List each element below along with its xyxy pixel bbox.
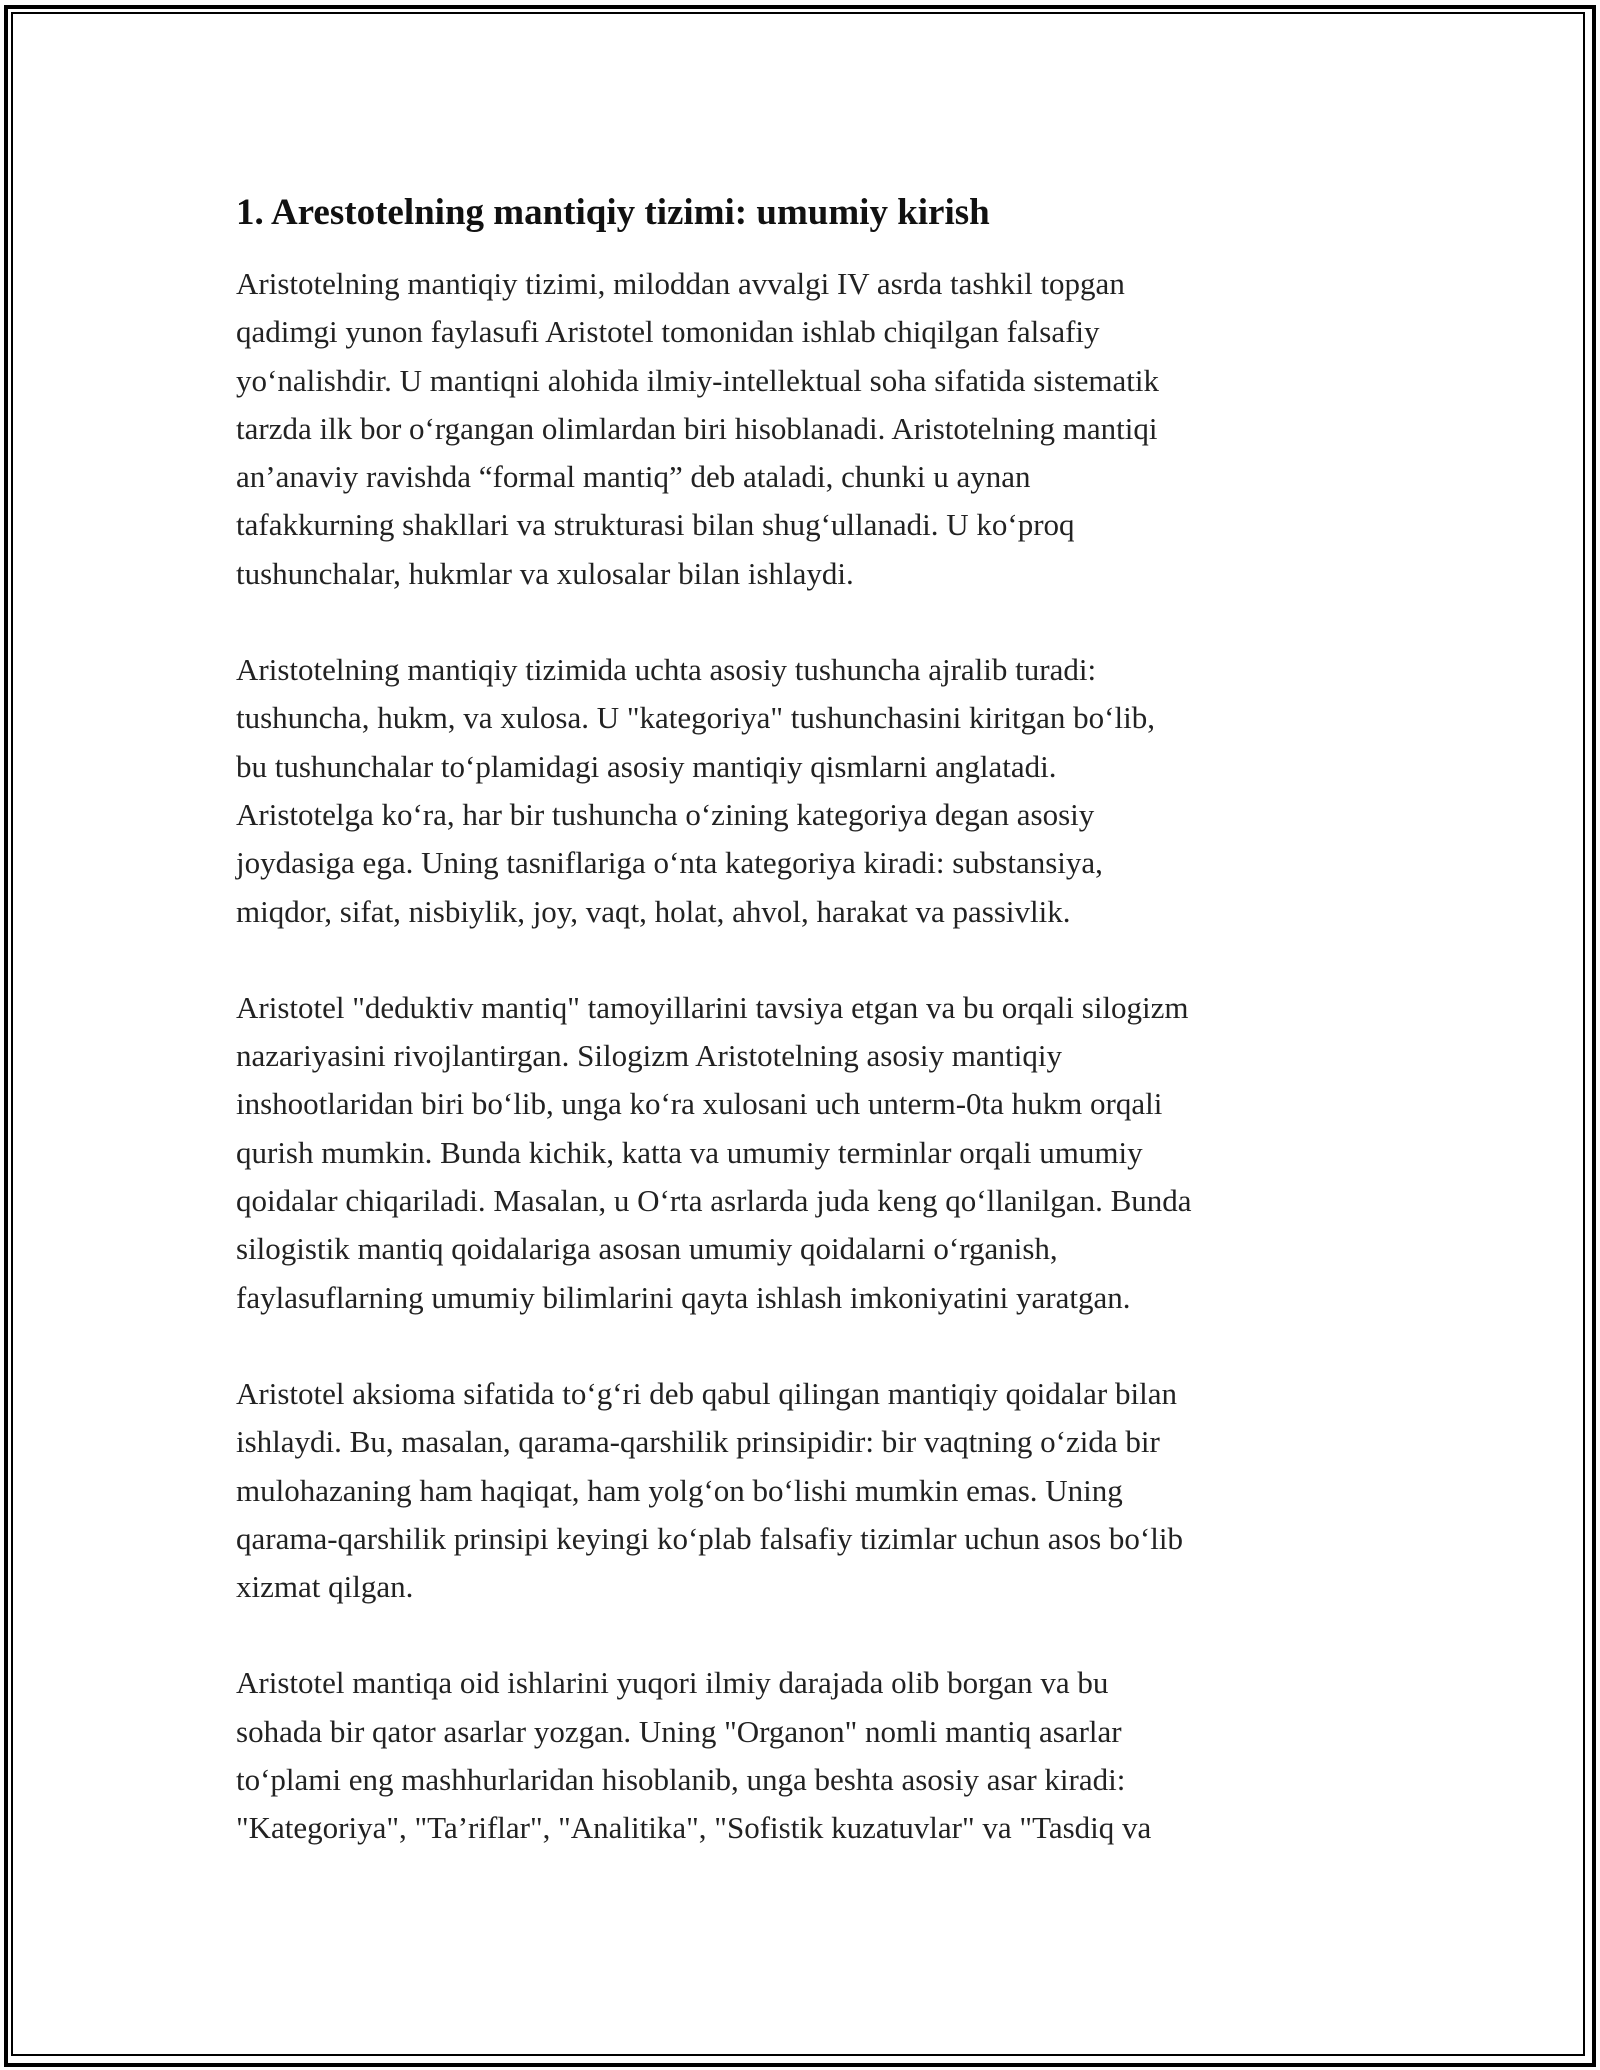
text-line: qoidalar chiqariladi. Masalan, u O‘rta asrlarda juda keng qo‘llanilgan. Bunda	[236, 1183, 1192, 1219]
document-page	[236, 186, 1386, 1901]
text-line: Aristotelning mantiqiy tizimida uchta asosiy tushuncha ajralib turadi:	[236, 652, 1097, 688]
paragraph-syllogism	[236, 984, 1386, 1322]
text-line: silogistik mantiq qoidalariga asosan umumiy qoidalarni o‘rganish,	[236, 1231, 1058, 1267]
text-line: qadimgi yunon faylasufi Aristotel tomonidan ishlab chiqilgan falsafiy	[236, 314, 1100, 350]
text-line: "Kategoriya", "Ta’riflar", "Analitika", "Sofistik kuzatuvlar" va "Tasdiq va	[236, 1810, 1152, 1846]
text-line: joydasiga ega. Uning tasniflariga o‘nta kategoriya kiradi: substansiya,	[236, 845, 1103, 881]
text-line: Aristotel aksioma sifatida to‘g‘ri deb qabul qilingan mantiqiy qoidalar bilan	[236, 1375, 1177, 1411]
section-heading: 1. Arestotelning mantiqiy tizimi: umumiy kirish	[236, 192, 990, 233]
text-line: miqdor, sifat, nisbiylik, joy, vaqt, holat, ahvol, harakat va passivlik.	[236, 893, 1071, 929]
text-line: qarama-qarshilik prinsipi keyingi ko‘plab falsafiy tizimlar uchun asos bo‘lib	[236, 1520, 1183, 1556]
text-line: tushuncha, hukm, va xulosa. U "kategoriya" tushunchasini kiritgan bo‘lib,	[236, 700, 1155, 736]
text-line: xizmat qilgan.	[236, 1569, 414, 1605]
text-line: Aristotel "deduktiv mantiq" tamoyillarini tavsiya etgan va bu orqali silogizm	[236, 989, 1189, 1025]
text-line: qurish mumkin. Bunda kichik, katta va umumiy terminlar orqali umumiy	[236, 1134, 1143, 1170]
text-line: to‘plami eng mashhurlaridan hisoblanib, unga beshta asosiy asar kiradi:	[236, 1762, 1126, 1798]
text-line: mulohazaning ham haqiqat, ham yolg‘on bo‘lishi mumkin emas. Uning	[236, 1472, 1123, 1508]
text-line: an’anaviy ravishda “formal mantiq” deb ataladi, chunki u aynan	[236, 459, 1031, 495]
text-line: Aristotel mantiqa oid ishlarini yuqori ilmiy darajada olib borgan va bu	[236, 1665, 1109, 1701]
paragraph-intro	[236, 260, 1386, 598]
text-line: bu tushunchalar to‘plamidagi asosiy mantiqiy qismlarni anglatadi.	[236, 748, 1057, 784]
text-line: Aristotelning mantiqiy tizimi, miloddan avvalgi IV asrda tashkil topgan	[236, 266, 1125, 301]
text-line: tarzda ilk bor o‘rgangan olimlardan biri hisoblanadi. Aristotelning mantiqi	[236, 410, 1158, 446]
paragraph-organon	[236, 1659, 1386, 1852]
text-line: tushunchalar, hukmlar va xulosalar bilan ishlaydi.	[236, 555, 854, 591]
text-line: ishlaydi. Bu, masalan, qarama-qarshilik prinsipidir: bir vaqtning o‘zida bir	[236, 1424, 1160, 1460]
text-line: Aristotelga ko‘ra, har bir tushuncha o‘zining kategoriya degan asosiy	[236, 796, 1095, 832]
text-line: yo‘nalishdir. U mantiqni alohida ilmiy-intellektual soha sifatida sistematik	[236, 362, 1159, 398]
text-line: tafakkurning shakllari va strukturasi bilan shug‘ullanadi. U ko‘proq	[236, 507, 1075, 543]
paragraph-axioms	[236, 1370, 1386, 1611]
paragraph-categories	[236, 646, 1386, 936]
text-line: inshootlaridan biri bo‘lib, unga ko‘ra xulosani uch unterm-0ta hukm orqali	[236, 1086, 1163, 1122]
text-line: faylasuflarning umumiy bilimlarini qayta ishlash imkoniyatini yaratgan.	[236, 1279, 1131, 1315]
text-line: nazariyasini rivojlantirgan. Silogizm Aristotelning asosiy mantiqiy	[236, 1038, 1062, 1074]
text-line: sohada bir qator asarlar yozgan. Uning "Organon" nomli mantiq asarlar	[236, 1713, 1122, 1749]
